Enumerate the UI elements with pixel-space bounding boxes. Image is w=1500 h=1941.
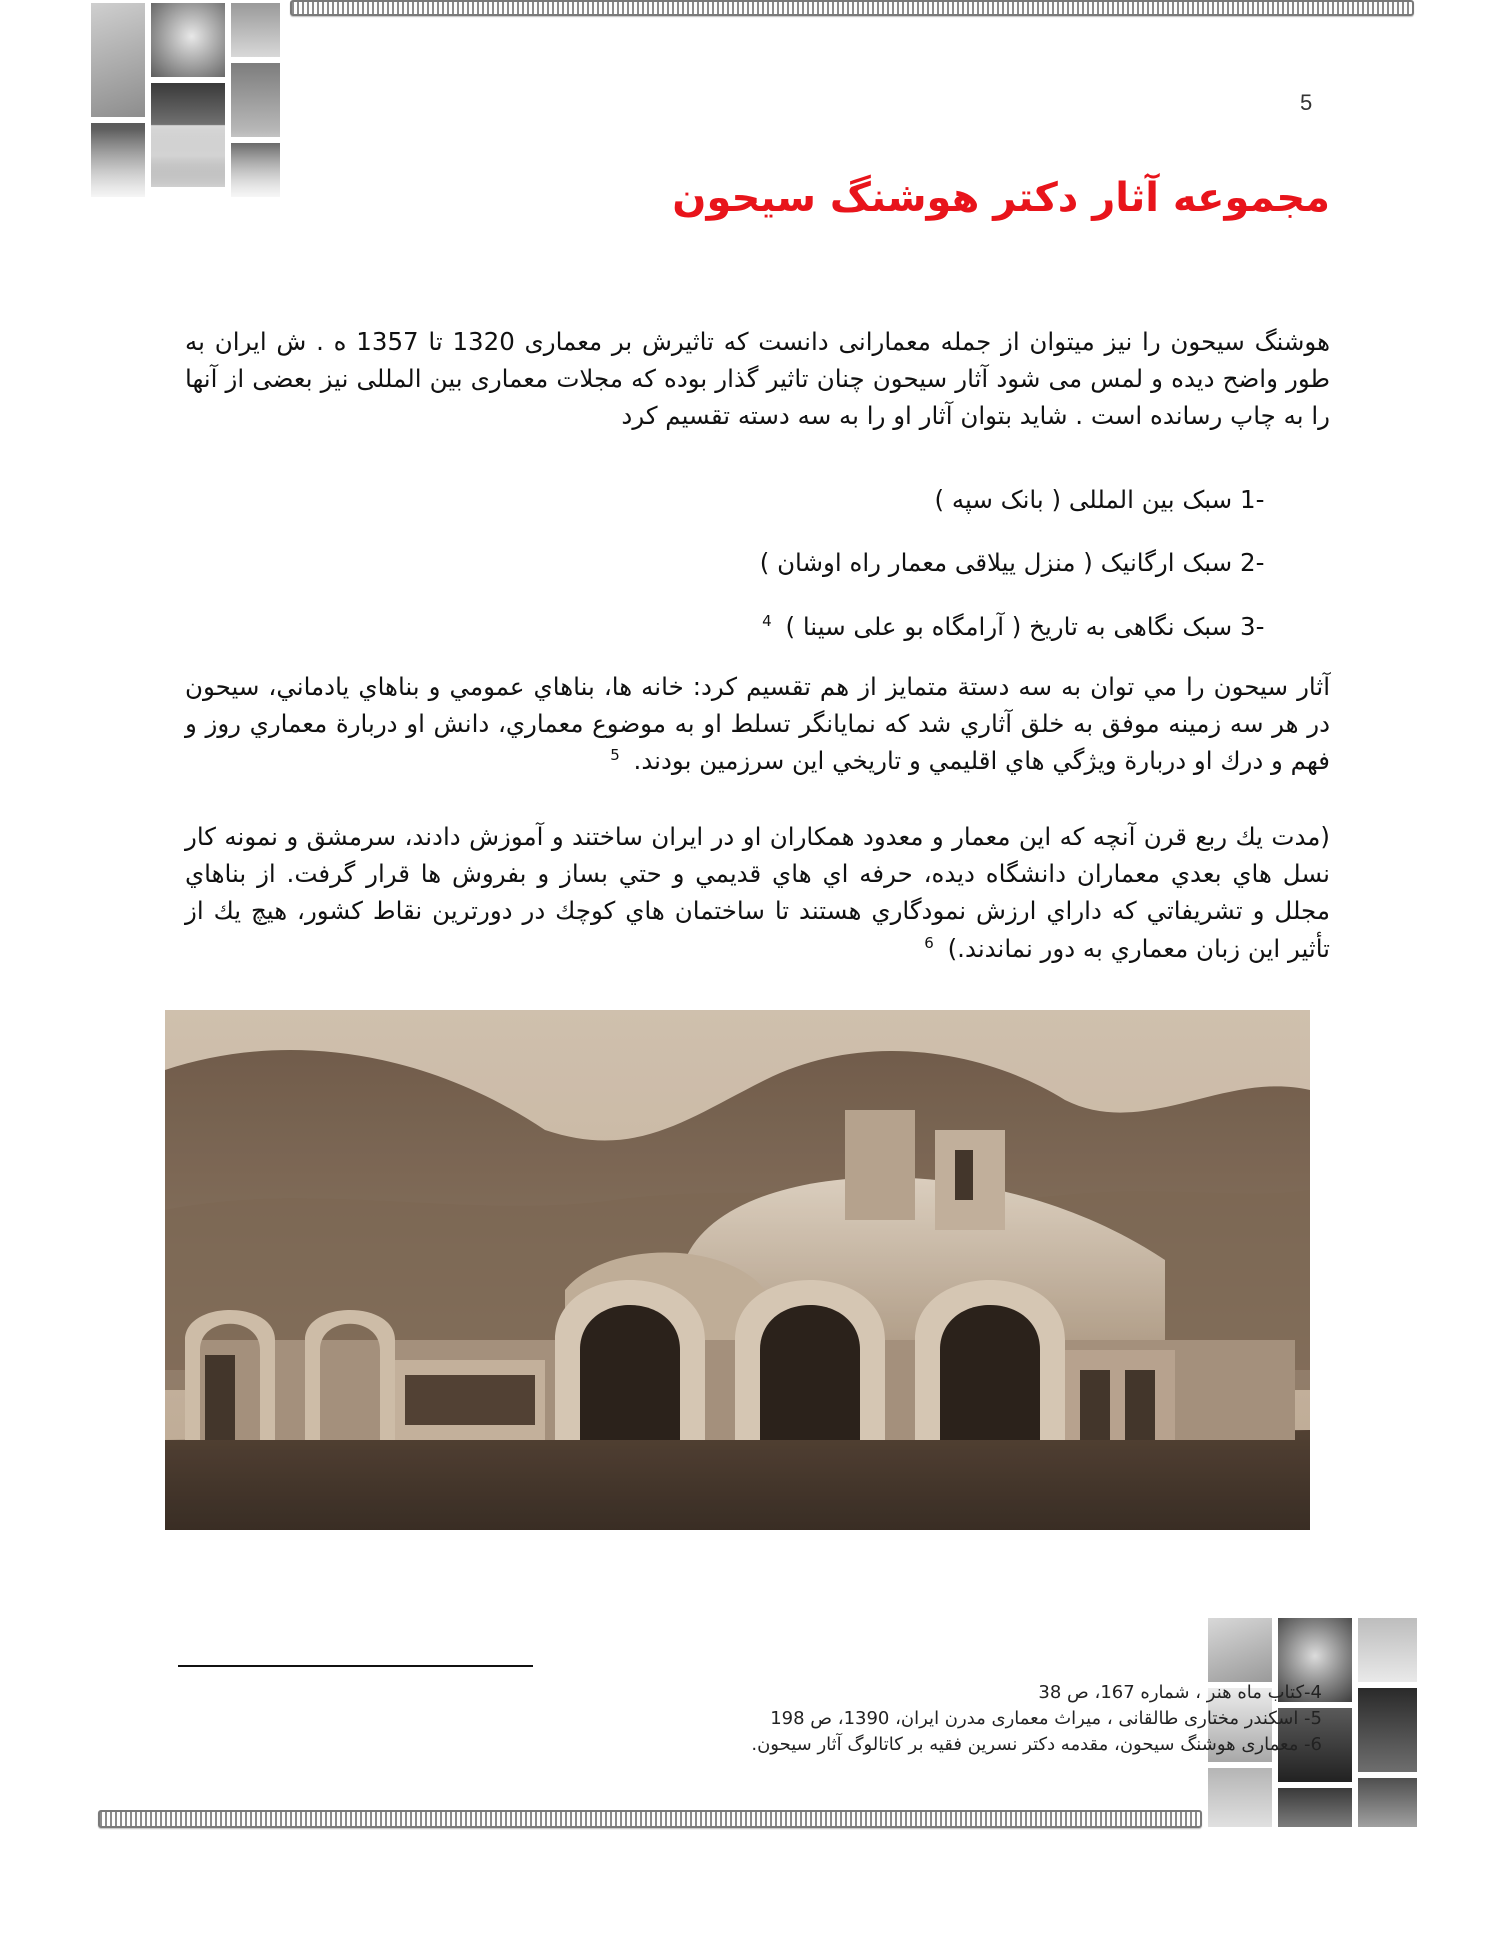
list-item-number: 1- [1240,485,1265,514]
top-decorative-border [290,0,1414,16]
bottom-decorative-border [98,1810,1202,1828]
list-item-text: سبک بین المللی ( بانک سپه ) [934,485,1233,514]
footnotes [751,1680,1322,1758]
list-item [185,548,1330,577]
list-item-number: 3- [1240,612,1265,642]
categories-paragraph-text: آثار سيحون را مي توان به سه دستة متمايز از هم تقسيم كرد: خانه ها، بناهاي عمومي و بناهاي يادماني، سيحون در هر سه زمينه موفق به خلق آثاري شد كه نمايانگر تسلط او به موضوع معماري، دانش او دربارة معماري روز و فهم و درك او دربارة ويژگي هاي اقليمي و تاريخي اين سرزمين بودند. [185,672,1330,776]
domed-building-photo [165,1010,1310,1530]
influence-paragraph-text: (مدت يك ربع قرن آنچه كه اين معمار و معدود همكاران او در ايران ساختند و آموزش دادند، سرمشق و نمونه كار نسل هاي بعدي معماران دانشگاه ديده، حرفه اي هاي قديمي و حتي بساز و بفروش ها قرار گرفت. از بناهاي مجلل و تشريفاتي كه داراي ارزش نمودگاري هستند تا ساختمان هاي كوچك در دورترين نقاط كشور، هيچ يك از تأثير اين زبان معماري به دور نماندند.) [185,822,1330,963]
page-number: 5 [1300,90,1313,115]
portrait-collage-top [88,0,283,200]
list-item [185,612,1330,641]
footnote-reference: 4 [762,612,772,630]
footnote-item: 4-كتاب ماه هنر ، شماره 167، ص 38 [1038,1682,1322,1703]
list-item [185,485,1330,514]
list-item-number: 2- [1240,548,1265,577]
footnote-item: 5- اسکندر مختاری طالقانی ، میراث معماری مدرن ایران، 1390، ص 198 [770,1708,1322,1730]
influence-paragraph [185,818,1330,967]
page-title: مجموعه آثار دکتر هوشنگ سیحون [672,175,1330,221]
footnote-reference: 5 [610,746,620,765]
categories-paragraph [185,668,1330,780]
footnote-item: 6- معماری هوشنگ سیحون، مقدمه دکتر نسرین فقیه بر کاتالوگ آثار سیحون. [751,1734,1322,1756]
intro-paragraph: هوشنگ سیحون را نیز میتوان از جمله معمارانی دانست که تاثیرش بر معماری 1320 تا 1357 ه . ش ایران به طور واضح دیده و لمس می شود آثار سیحون چنان تاثیر گذار بوده که مجلات معماری بین المللی نیز بعضی از آنها را به چاپ رسانده است . شاید بتوان آثار او را به سه دسته تقسیم کرد [185,327,1331,431]
footnote-separator [178,1665,533,1667]
list-item-text: سبک ارگانیک ( منزل ییلاقی معمار راه اوشان ) [759,548,1233,577]
list-item-text: سبک نگاهی به تاریخ ( آرامگاه بو علی سینا ) [785,612,1233,642]
footnote-reference: 6 [924,933,934,952]
